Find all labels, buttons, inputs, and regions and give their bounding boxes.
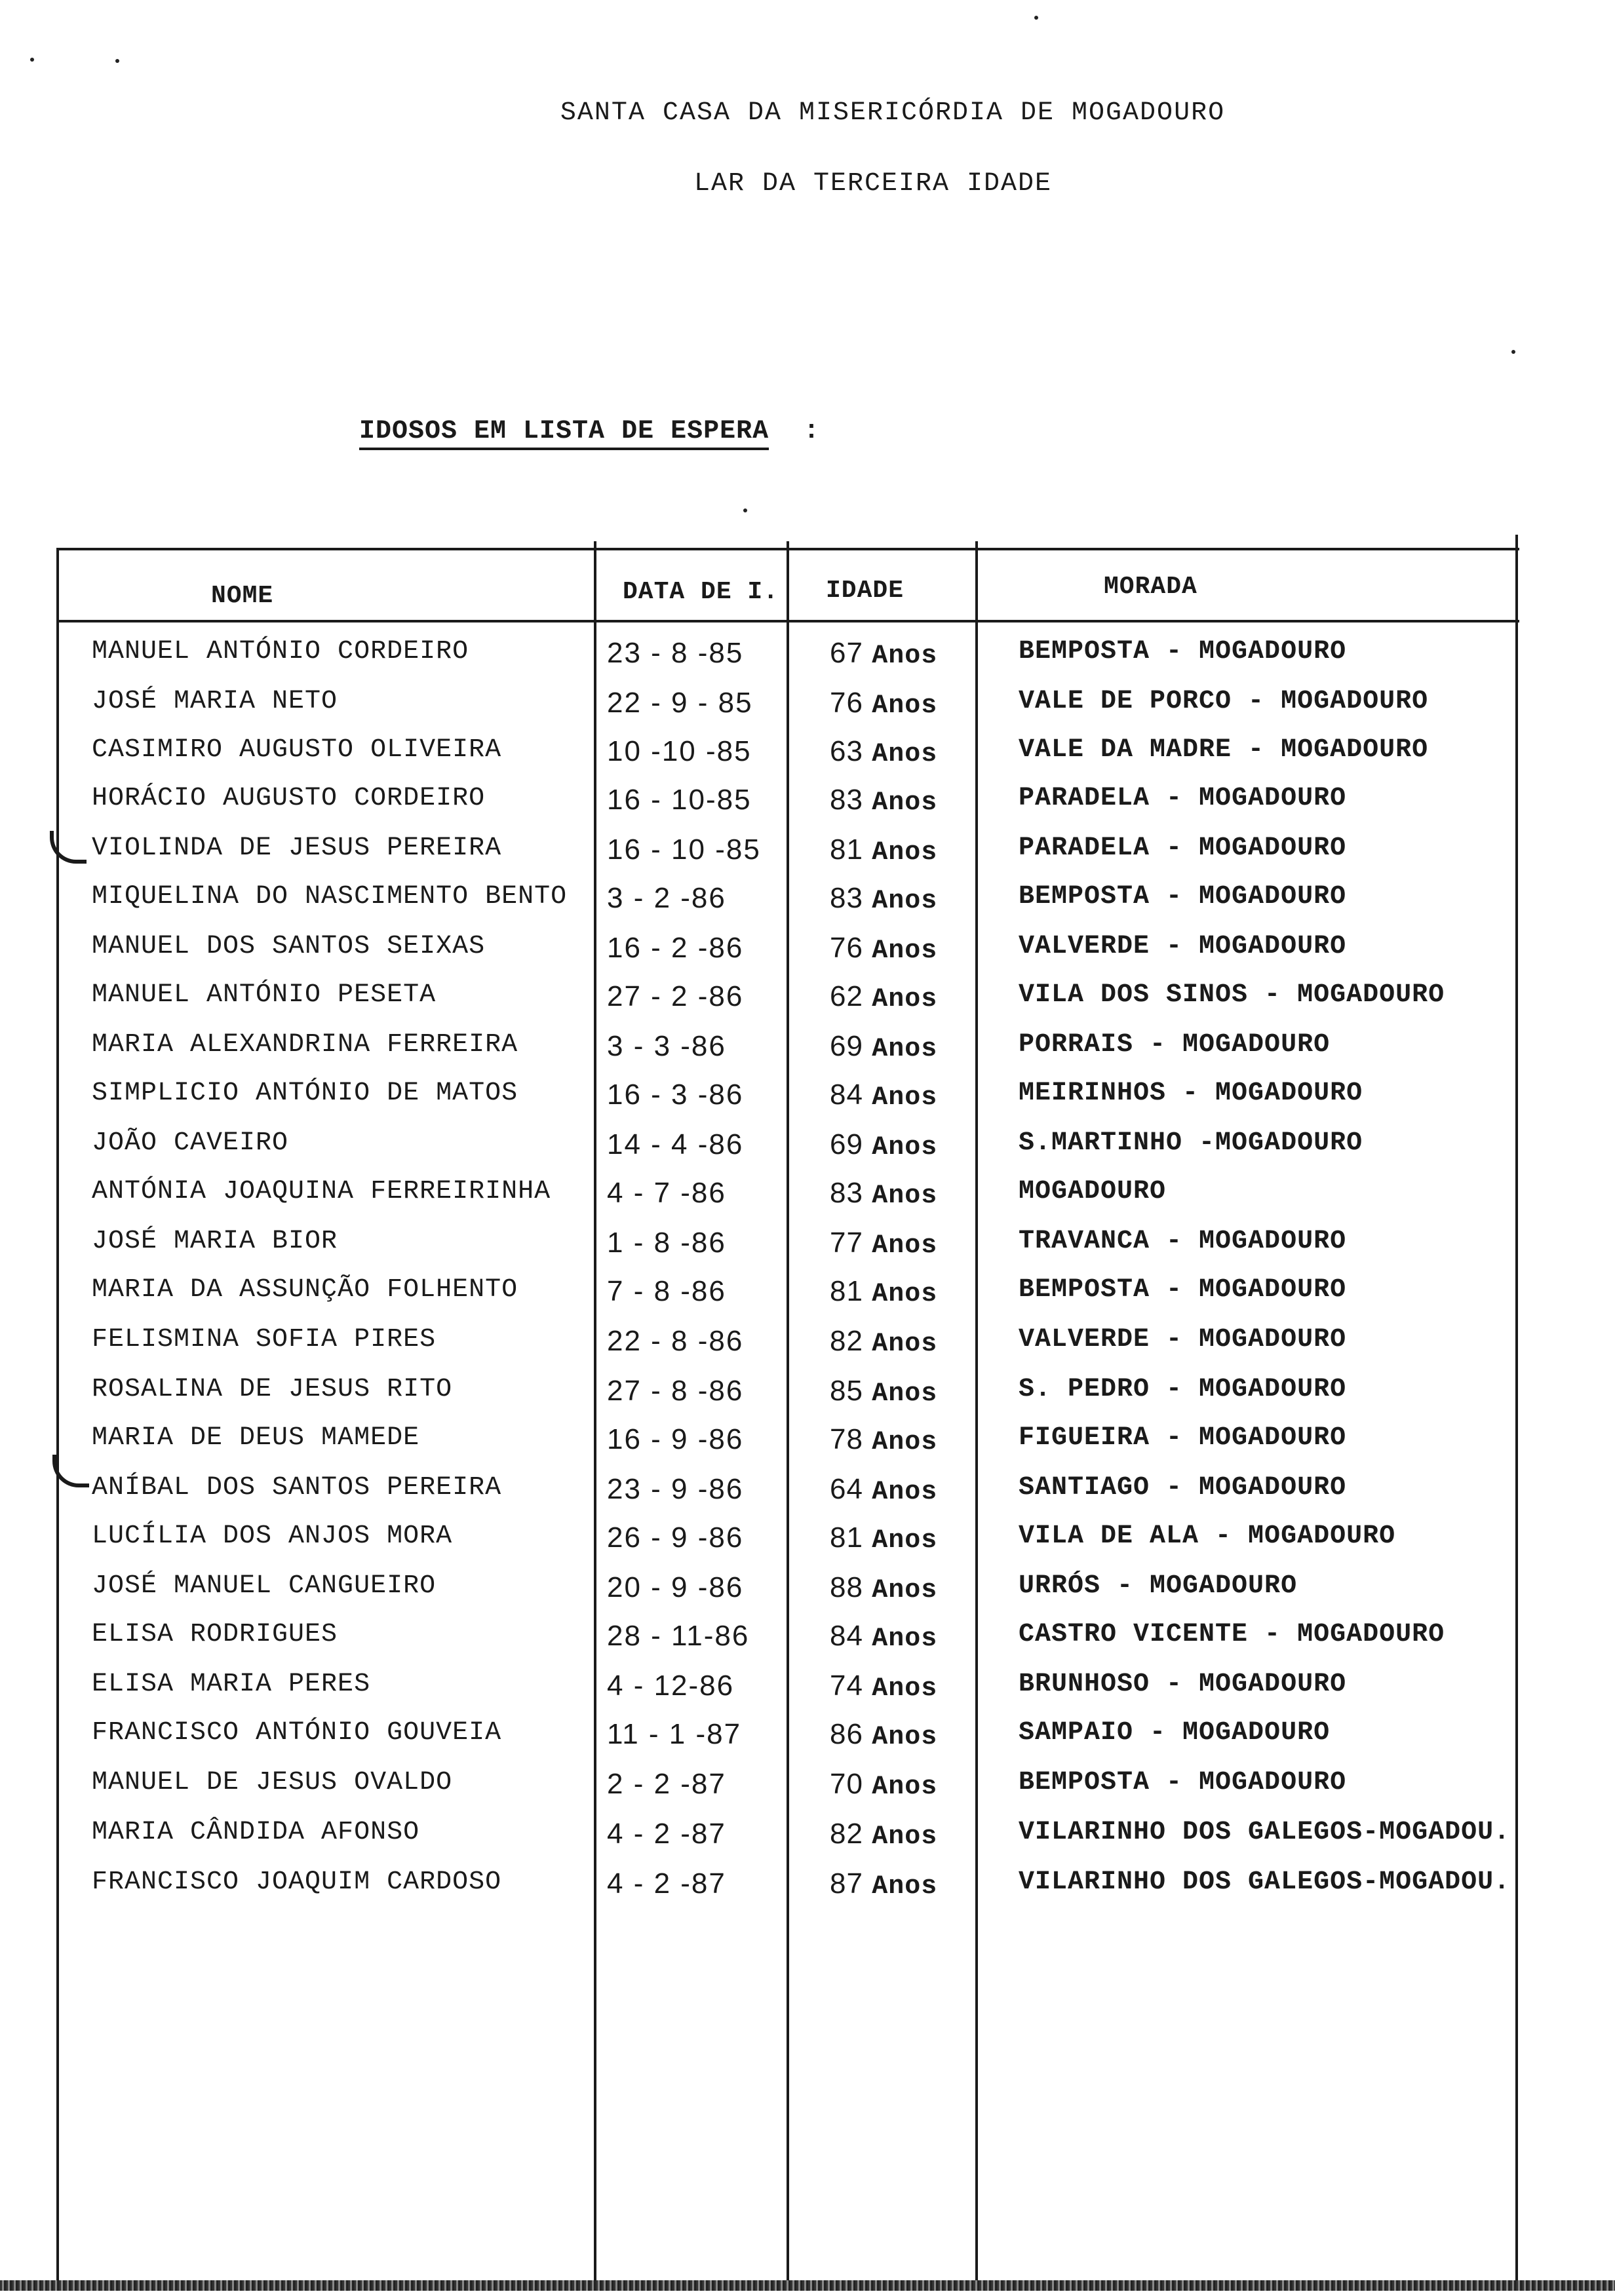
row-age: 82 xyxy=(830,1818,863,1850)
row-age-unit: Anos xyxy=(872,1872,938,1902)
row-age: 76 xyxy=(830,932,863,964)
row-date: 10 -10 -85 xyxy=(607,735,752,767)
row-address: BEMPOSTA - MOGADOURO xyxy=(1019,1275,1347,1305)
row-date: 14 - 4 -86 xyxy=(607,1128,744,1160)
row-date: 16 - 10 -85 xyxy=(607,833,761,866)
row-age-cell xyxy=(830,1275,937,1309)
row-address: BEMPOSTA - MOGADOURO xyxy=(1019,882,1347,911)
row-address: PARADELA - MOGADOURO xyxy=(1019,833,1347,863)
table-row xyxy=(0,1079,1615,1128)
table-row xyxy=(0,1275,1615,1324)
row-age: 81 xyxy=(830,833,863,866)
row-address: BRUNHOSO - MOGADOURO xyxy=(1019,1670,1347,1699)
table-row xyxy=(0,1867,1615,1917)
row-date: 16 - 2 -86 xyxy=(607,932,744,964)
row-age: 87 xyxy=(830,1867,863,1900)
row-name: MIQUELINA DO NASCIMENTO BENTO xyxy=(92,882,568,911)
row-age-cell xyxy=(830,1128,937,1162)
row-name: ELISA RODRIGUES xyxy=(92,1620,338,1649)
row-age: 63 xyxy=(830,735,863,767)
row-date: 7 - 8 -86 xyxy=(607,1275,726,1307)
row-age-cell xyxy=(830,1227,937,1261)
row-age-cell xyxy=(830,1670,937,1704)
row-age: 76 xyxy=(830,687,863,719)
row-age-cell xyxy=(830,1521,937,1556)
column-header-age: IDADE xyxy=(826,577,905,605)
row-age-cell xyxy=(830,1423,937,1457)
table-row xyxy=(0,1473,1615,1522)
row-age-unit: Anos xyxy=(872,740,938,769)
row-age-unit: Anos xyxy=(872,1280,938,1309)
row-address: VALVERDE - MOGADOURO xyxy=(1019,1325,1347,1354)
row-address: CASTRO VICENTE - MOGADOURO xyxy=(1019,1620,1445,1649)
row-age-cell xyxy=(830,833,937,868)
table-row xyxy=(0,1177,1615,1226)
row-age-unit: Anos xyxy=(872,985,938,1014)
row-name: JOSÉ MANUEL CANGUEIRO xyxy=(92,1571,437,1601)
scan-speck xyxy=(1511,350,1515,354)
scan-speck xyxy=(1034,16,1038,20)
row-age: 83 xyxy=(830,882,863,914)
table-row xyxy=(0,1620,1615,1669)
row-address: VALE DE PORCO - MOGADOURO xyxy=(1019,687,1429,716)
row-address: TRAVANCA - MOGADOURO xyxy=(1019,1227,1347,1256)
row-age-unit: Anos xyxy=(872,691,938,721)
row-age-unit: Anos xyxy=(872,838,938,868)
row-age-cell xyxy=(830,1867,937,1902)
row-date: 11 - 1 -87 xyxy=(607,1718,742,1750)
row-age: 83 xyxy=(830,784,863,816)
row-age-cell xyxy=(830,882,937,916)
row-age-unit: Anos xyxy=(872,936,938,966)
row-date: 16 - 10-85 xyxy=(607,784,752,816)
row-age-cell xyxy=(830,1620,937,1654)
row-address: S.MARTINHO -MOGADOURO xyxy=(1019,1128,1363,1158)
row-name: JOÃO CAVEIRO xyxy=(92,1128,289,1158)
row-date: 22 - 9 - 85 xyxy=(607,687,753,719)
table-row xyxy=(0,687,1615,736)
row-date: 3 - 2 -86 xyxy=(607,882,726,914)
table-row xyxy=(0,833,1615,883)
table-row xyxy=(0,1423,1615,1472)
table-row xyxy=(0,1521,1615,1571)
row-age-unit: Anos xyxy=(872,1822,938,1852)
row-name: FELISMINA SOFIA PIRES xyxy=(92,1325,437,1354)
row-age-cell xyxy=(830,1030,937,1064)
row-name: LUCÍLIA DOS ANJOS MORA xyxy=(92,1521,453,1551)
row-age: 85 xyxy=(830,1375,863,1407)
row-date: 1 - 8 -86 xyxy=(607,1227,726,1259)
row-age-cell xyxy=(830,687,937,721)
row-name: VIOLINDA DE JESUS PEREIRA xyxy=(92,833,502,863)
row-age-unit: Anos xyxy=(872,1624,938,1654)
row-age-cell xyxy=(830,932,937,966)
row-age: 70 xyxy=(830,1768,863,1800)
row-name: CASIMIRO AUGUSTO OLIVEIRA xyxy=(92,735,502,765)
row-age-unit: Anos xyxy=(872,1330,938,1359)
row-age: 83 xyxy=(830,1177,863,1209)
row-date: 16 - 3 -86 xyxy=(607,1079,744,1111)
row-date: 16 - 9 -86 xyxy=(607,1423,744,1455)
table-row xyxy=(0,1768,1615,1817)
row-name: ROSALINA DE JESUS RITO xyxy=(92,1375,453,1404)
row-age: 88 xyxy=(830,1571,863,1603)
row-date: 26 - 9 -86 xyxy=(607,1521,744,1554)
row-date: 4 - 7 -86 xyxy=(607,1177,726,1209)
row-age-unit: Anos xyxy=(872,887,938,916)
scan-speck xyxy=(30,58,34,62)
row-age-unit: Anos xyxy=(872,1428,938,1457)
row-date: 4 - 2 -87 xyxy=(607,1867,726,1900)
section-title-colon: : xyxy=(804,417,820,446)
column-header-name: NOME xyxy=(211,582,274,610)
row-age: 69 xyxy=(830,1030,863,1062)
row-address: VILARINHO DOS GALEGOS-MOGADOU. xyxy=(1019,1867,1511,1897)
row-name: MANUEL ANTÓNIO PESETA xyxy=(92,980,437,1010)
row-age: 81 xyxy=(830,1275,863,1307)
row-name: ANÍBAL DOS SANTOS PEREIRA xyxy=(92,1473,502,1502)
row-age: 84 xyxy=(830,1079,863,1111)
scan-edge xyxy=(0,2280,1615,2291)
scan-speck xyxy=(743,508,747,512)
row-age: 74 xyxy=(830,1670,863,1702)
row-address: BEMPOSTA - MOGADOURO xyxy=(1019,1768,1347,1797)
table-row xyxy=(0,1818,1615,1867)
row-date: 27 - 2 -86 xyxy=(607,980,744,1012)
row-age-cell xyxy=(830,784,937,818)
row-age-unit: Anos xyxy=(872,1576,938,1605)
row-age-cell xyxy=(830,1718,937,1752)
row-date: 4 - 2 -87 xyxy=(607,1818,726,1850)
row-address: VALE DA MADRE - MOGADOURO xyxy=(1019,735,1429,765)
row-date: 4 - 12-86 xyxy=(607,1670,735,1702)
row-age-unit: Anos xyxy=(872,1772,938,1802)
row-date: 20 - 9 -86 xyxy=(607,1571,744,1603)
row-age-cell xyxy=(830,1325,937,1359)
table-row xyxy=(0,932,1615,981)
row-age-unit: Anos xyxy=(872,1379,938,1409)
row-name: SIMPLICIO ANTÓNIO DE MATOS xyxy=(92,1079,518,1108)
row-age-cell xyxy=(830,1177,937,1211)
table-row xyxy=(0,637,1615,686)
row-age: 77 xyxy=(830,1227,863,1259)
row-address: VILA DOS SINOS - MOGADOURO xyxy=(1019,980,1445,1010)
table-row xyxy=(0,1670,1615,1719)
row-address: SANTIAGO - MOGADOURO xyxy=(1019,1473,1347,1502)
row-name: ELISA MARIA PERES xyxy=(92,1670,371,1699)
row-age-cell xyxy=(830,1818,937,1852)
row-address: BEMPOSTA - MOGADOURO xyxy=(1019,637,1347,666)
row-age: 82 xyxy=(830,1325,863,1357)
table-row xyxy=(0,1325,1615,1374)
row-age-cell xyxy=(830,1768,937,1802)
row-age: 69 xyxy=(830,1128,863,1160)
table-row xyxy=(0,1227,1615,1276)
scan-speck xyxy=(115,59,119,63)
row-age-cell xyxy=(830,1079,937,1113)
row-age-unit: Anos xyxy=(872,788,938,818)
row-date: 23 - 9 -86 xyxy=(607,1473,744,1505)
row-age-cell xyxy=(830,735,937,769)
row-age-unit: Anos xyxy=(872,1478,938,1507)
row-name: ANTÓNIA JOAQUINA FERREIRINHA xyxy=(92,1177,551,1206)
row-address: PARADELA - MOGADOURO xyxy=(1019,784,1347,813)
row-date: 23 - 8 -85 xyxy=(607,637,744,669)
row-address: VILA DE ALA - MOGADOURO xyxy=(1019,1521,1396,1551)
row-name: MARIA ALEXANDRINA FERREIRA xyxy=(92,1030,518,1060)
row-age-unit: Anos xyxy=(872,1526,938,1556)
row-age: 81 xyxy=(830,1521,863,1554)
row-date: 28 - 11-86 xyxy=(607,1620,750,1652)
table-row xyxy=(0,1128,1615,1177)
section-title: IDOSOS EM LISTA DE ESPERA xyxy=(359,417,769,450)
row-name: MARIA CÂNDIDA AFONSO xyxy=(92,1818,420,1847)
row-address: FIGUEIRA - MOGADOURO xyxy=(1019,1423,1347,1453)
row-address: VILARINHO DOS GALEGOS-MOGADOU. xyxy=(1019,1818,1511,1847)
table-row xyxy=(0,1375,1615,1424)
row-date: 2 - 2 -87 xyxy=(607,1768,726,1800)
row-age: 67 xyxy=(830,637,863,669)
row-name: MARIA DE DEUS MAMEDE xyxy=(92,1423,420,1453)
row-age-unit: Anos xyxy=(872,641,938,671)
row-name: HORÁCIO AUGUSTO CORDEIRO xyxy=(92,784,486,813)
table-row xyxy=(0,784,1615,833)
row-age-cell xyxy=(830,637,937,671)
row-name: JOSÉ MARIA NETO xyxy=(92,687,338,716)
table-row xyxy=(0,1571,1615,1620)
row-age-cell xyxy=(830,1473,937,1507)
row-name: MANUEL ANTÓNIO CORDEIRO xyxy=(92,637,469,666)
row-date: 3 - 3 -86 xyxy=(607,1030,726,1062)
row-age-cell xyxy=(830,1571,937,1605)
department-title: LAR DA TERCEIRA IDADE xyxy=(693,169,1053,199)
row-date: 22 - 8 -86 xyxy=(607,1325,744,1357)
row-name: JOSÉ MARIA BIOR xyxy=(92,1227,338,1256)
row-address: VALVERDE - MOGADOURO xyxy=(1019,932,1347,961)
row-age-unit: Anos xyxy=(872,1133,938,1162)
row-age: 86 xyxy=(830,1718,863,1750)
row-name: MANUEL DOS SANTOS SEIXAS xyxy=(92,932,486,961)
column-header-date: DATA DE I. xyxy=(623,578,779,606)
row-age-unit: Anos xyxy=(872,1083,938,1113)
row-address: PORRAIS - MOGADOURO xyxy=(1019,1030,1331,1060)
row-date: 27 - 8 -86 xyxy=(607,1375,744,1407)
row-age-cell xyxy=(830,1375,937,1409)
column-header-address: MORADA xyxy=(1104,573,1197,601)
row-age: 62 xyxy=(830,980,863,1012)
table-row xyxy=(0,1030,1615,1079)
row-age-unit: Anos xyxy=(872,1035,938,1064)
row-age: 84 xyxy=(830,1620,863,1652)
row-age-cell xyxy=(830,980,937,1014)
row-name: MARIA DA ASSUNÇÃO FOLHENTO xyxy=(92,1275,518,1305)
row-address: MEIRINHOS - MOGADOURO xyxy=(1019,1079,1363,1108)
table-row xyxy=(0,980,1615,1029)
table-row xyxy=(0,882,1615,931)
row-address: S. PEDRO - MOGADOURO xyxy=(1019,1375,1347,1404)
row-address: SAMPAIO - MOGADOURO xyxy=(1019,1718,1331,1748)
row-address: URRÓS - MOGADOURO xyxy=(1019,1571,1298,1601)
row-age-unit: Anos xyxy=(872,1231,938,1261)
row-age-unit: Anos xyxy=(872,1181,938,1211)
row-age-unit: Anos xyxy=(872,1674,938,1704)
institution-title: SANTA CASA DA MISERICÓRDIA DE MOGADOURO xyxy=(560,98,1226,128)
row-age: 78 xyxy=(830,1423,863,1455)
row-age: 64 xyxy=(830,1473,863,1505)
row-address: MOGADOURO xyxy=(1019,1177,1167,1206)
row-name: FRANCISCO JOAQUIM CARDOSO xyxy=(92,1867,502,1897)
table-row xyxy=(0,735,1615,784)
row-age-unit: Anos xyxy=(872,1723,938,1752)
table-row xyxy=(0,1718,1615,1767)
row-name: MANUEL DE JESUS OVALDO xyxy=(92,1768,453,1797)
row-name: FRANCISCO ANTÓNIO GOUVEIA xyxy=(92,1718,502,1748)
